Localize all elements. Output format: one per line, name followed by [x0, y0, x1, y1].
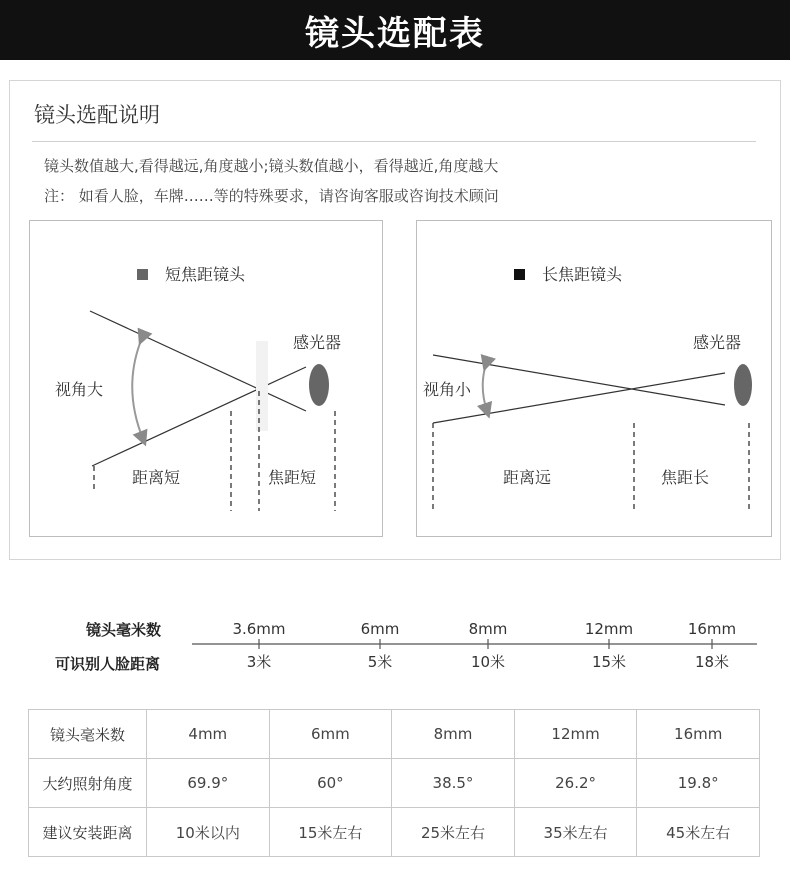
- divider: [32, 141, 756, 142]
- angle-label: 视角小: [423, 380, 472, 399]
- table-cell: 6mm: [269, 710, 392, 759]
- scale-mm-label: 12mm: [584, 620, 634, 638]
- table-row: [29, 808, 760, 857]
- diagram-title: 短焦距镜头: [165, 265, 246, 284]
- explain-line-2: 注： 如看人脸，车牌……等的特殊要求，请咨询客服或咨询技术顾问: [44, 187, 499, 205]
- table-cell: 38.5°: [392, 759, 515, 808]
- legend-square-icon: [137, 269, 148, 280]
- sensor-icon: [734, 364, 752, 406]
- scale-mm-label: 3.6mm: [232, 620, 286, 638]
- sensor-icon: [309, 364, 329, 406]
- scale-row1-label: 镜头毫米数: [86, 621, 162, 639]
- table-cell: 10米以内: [147, 808, 270, 857]
- explain-line-1: 镜头数值越大,看得越远,角度越小;镜头数值越小，看得越近,角度越大: [44, 157, 499, 175]
- table-cell: 26.2°: [514, 759, 637, 808]
- explain-section: [9, 80, 781, 560]
- table-row: [29, 759, 760, 808]
- table-cell: 69.9°: [147, 759, 270, 808]
- page-title: 镜头选配表: [305, 13, 485, 54]
- table-cell: 8mm: [392, 710, 515, 759]
- scale-mm-label: 16mm: [687, 620, 737, 638]
- table-cell: 16mm: [637, 710, 760, 759]
- table-row: [29, 710, 760, 759]
- table-cell: 60°: [269, 759, 392, 808]
- explain-title: 镜头选配说明: [34, 103, 160, 127]
- table-cell: 45米左右: [637, 808, 760, 857]
- scale-row2-label: 可识别人脸距离: [55, 655, 161, 673]
- focal-label: 焦距短: [268, 468, 317, 487]
- page-header: [0, 0, 790, 60]
- scale-distance-label: 15米: [591, 653, 627, 671]
- scale-distance-label: 3米: [246, 653, 272, 671]
- legend-square-icon: [514, 269, 525, 280]
- scale-mm-label: 8mm: [468, 620, 508, 638]
- scale-distance-label: 10米: [470, 653, 506, 671]
- angle-label: 视角大: [55, 380, 104, 399]
- table-cell: 4mm: [147, 710, 270, 759]
- focal-label: 焦距长: [661, 468, 710, 487]
- short-focal-diagram: [29, 220, 383, 537]
- table-cell: 19.8°: [637, 759, 760, 808]
- scale-ruler: [0, 600, 790, 680]
- table-cell: 35米左右: [514, 808, 637, 857]
- long-focal-diagram: [416, 220, 772, 537]
- row-header: 镜头毫米数: [29, 710, 147, 759]
- scale-distance-label: 18米: [694, 653, 730, 671]
- table-cell: 15米左右: [269, 808, 392, 857]
- spec-table: [28, 709, 760, 857]
- distance-label: 距离短: [132, 468, 181, 487]
- scale-mm-label: 6mm: [360, 620, 400, 638]
- scale-distance-label: 5米: [367, 653, 393, 671]
- diagram-title: 长焦距镜头: [542, 265, 623, 284]
- row-header: 建议安装距离: [29, 808, 147, 857]
- distance-label: 距离远: [503, 468, 552, 487]
- table-cell: 12mm: [514, 710, 637, 759]
- sensor-label: 感光器: [293, 333, 342, 352]
- sensor-label: 感光器: [693, 333, 742, 352]
- row-header: 大约照射角度: [29, 759, 147, 808]
- table-cell: 25米左右: [392, 808, 515, 857]
